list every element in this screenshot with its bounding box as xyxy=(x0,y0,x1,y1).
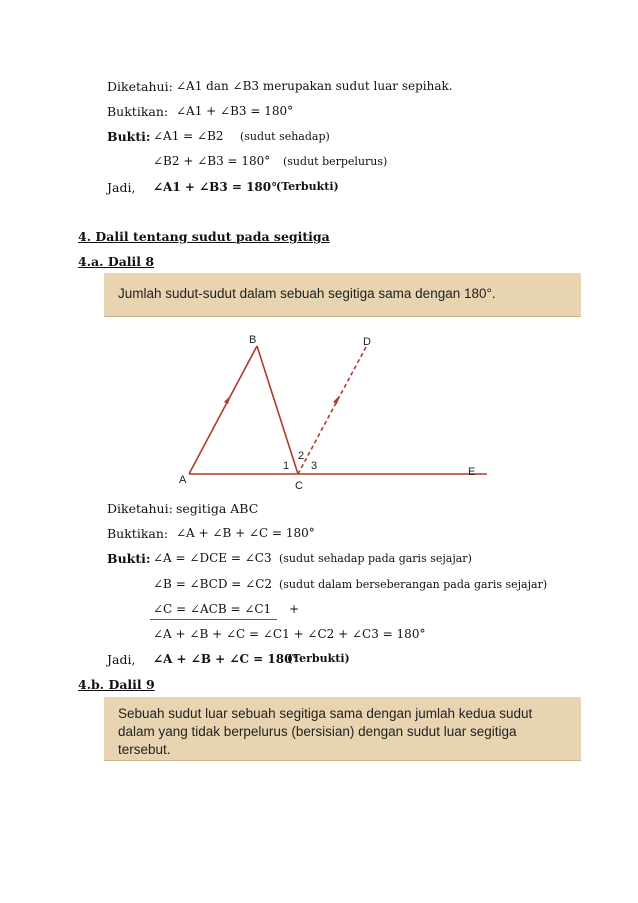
dalil-8-heading: 4.a. Dalil 8 xyxy=(78,254,155,269)
jadi-text: ∠A1 + ∠B3 = 180° xyxy=(153,180,278,194)
buktikan-label: Buktikan: xyxy=(107,104,169,119)
label-angle-3: 3 xyxy=(311,460,318,472)
label-a: A xyxy=(179,474,187,486)
dalil-8-bukti-line-3: ∠C = ∠ACB = ∠C1 xyxy=(153,602,272,616)
arrow-cd xyxy=(333,395,340,404)
dalil-8-bukti-label: Bukti: xyxy=(107,551,151,566)
label-e: E xyxy=(468,466,476,478)
dalil-8-buktikan-text: ∠A + ∠B + ∠C = 180° xyxy=(176,526,315,540)
dalil-8-bukti-line-2: ∠B = ∠BCD = ∠C2 xyxy=(153,577,273,591)
label-angle-2: 2 xyxy=(298,450,305,462)
dalil-9-heading: 4.b. Dalil 9 xyxy=(78,677,155,692)
dalil-8-jadi-text: ∠A + ∠B + ∠C = 180° xyxy=(153,652,299,666)
buktikan-text: ∠A1 + ∠B3 = 180° xyxy=(176,104,294,118)
label-c: C xyxy=(295,480,303,492)
label-angle-1: 1 xyxy=(283,460,290,472)
section-4-heading: 4. Dalil tentang sudut pada segitiga xyxy=(78,229,330,244)
bukti-line-2-note: (sudut berpelurus) xyxy=(283,155,388,168)
jadi-label: Jadi, xyxy=(107,180,136,195)
diketahui-text: ∠A1 dan ∠B3 merupakan sudut luar sepihak. xyxy=(176,79,453,93)
dalil-8-jadi-note: (Terbukti) xyxy=(287,652,350,665)
dalil-8-diketahui-text: segitiga ABC xyxy=(176,501,259,516)
dalil-8-diketahui-label: Diketahui: xyxy=(107,501,173,516)
dalil-8-bukti-line-4: ∠A + ∠B + ∠C = ∠C1 + ∠C2 + ∠C3 = 180° xyxy=(153,627,426,641)
dalil-9-line-3: tersebut. xyxy=(118,742,171,757)
bukti-line-1: ∠A1 = ∠B2 xyxy=(153,129,224,143)
dalil-8-statement: Jumlah sudut-sudut dalam sebuah segitiga sama dengan 180°. xyxy=(118,286,496,301)
sum-underline xyxy=(150,619,277,620)
label-b: B xyxy=(249,334,257,346)
dalil-8-jadi-label: Jadi, xyxy=(107,652,136,667)
dalil-8-buktikan-label: Buktikan: xyxy=(107,526,169,541)
label-d: D xyxy=(363,336,371,348)
dalil-9-box xyxy=(104,697,581,761)
line-cd-dashed xyxy=(298,347,366,474)
line-ab xyxy=(189,346,257,474)
plus-sign: + xyxy=(289,602,300,616)
bukti-line-1-note: (sudut sehadap) xyxy=(240,130,330,143)
arrow-ab xyxy=(224,395,231,404)
diketahui-label: Diketahui: xyxy=(107,79,173,94)
jadi-note: (Terbukti) xyxy=(276,180,339,193)
dalil-9-line-2: dalam yang tidak berpelurus (bersisian) dengan sudut luar segitiga xyxy=(118,724,517,739)
bukti-line-2: ∠B2 + ∠B3 = 180° xyxy=(153,154,271,168)
dalil-9-line-1: Sebuah sudut luar sebuah segitiga sama dengan jumlah kedua sudut xyxy=(118,706,533,721)
line-bc xyxy=(257,346,298,474)
dalil-8-bukti-line-1-note: (sudut sehadap pada garis sejajar) xyxy=(279,552,472,565)
dalil-8-bukti-line-1: ∠A = ∠DCE = ∠C3 xyxy=(153,551,272,565)
bukti-label: Bukti: xyxy=(107,129,151,144)
dalil-8-bukti-line-2-note: (sudut dalam berseberangan pada garis sejajar) xyxy=(279,578,548,591)
